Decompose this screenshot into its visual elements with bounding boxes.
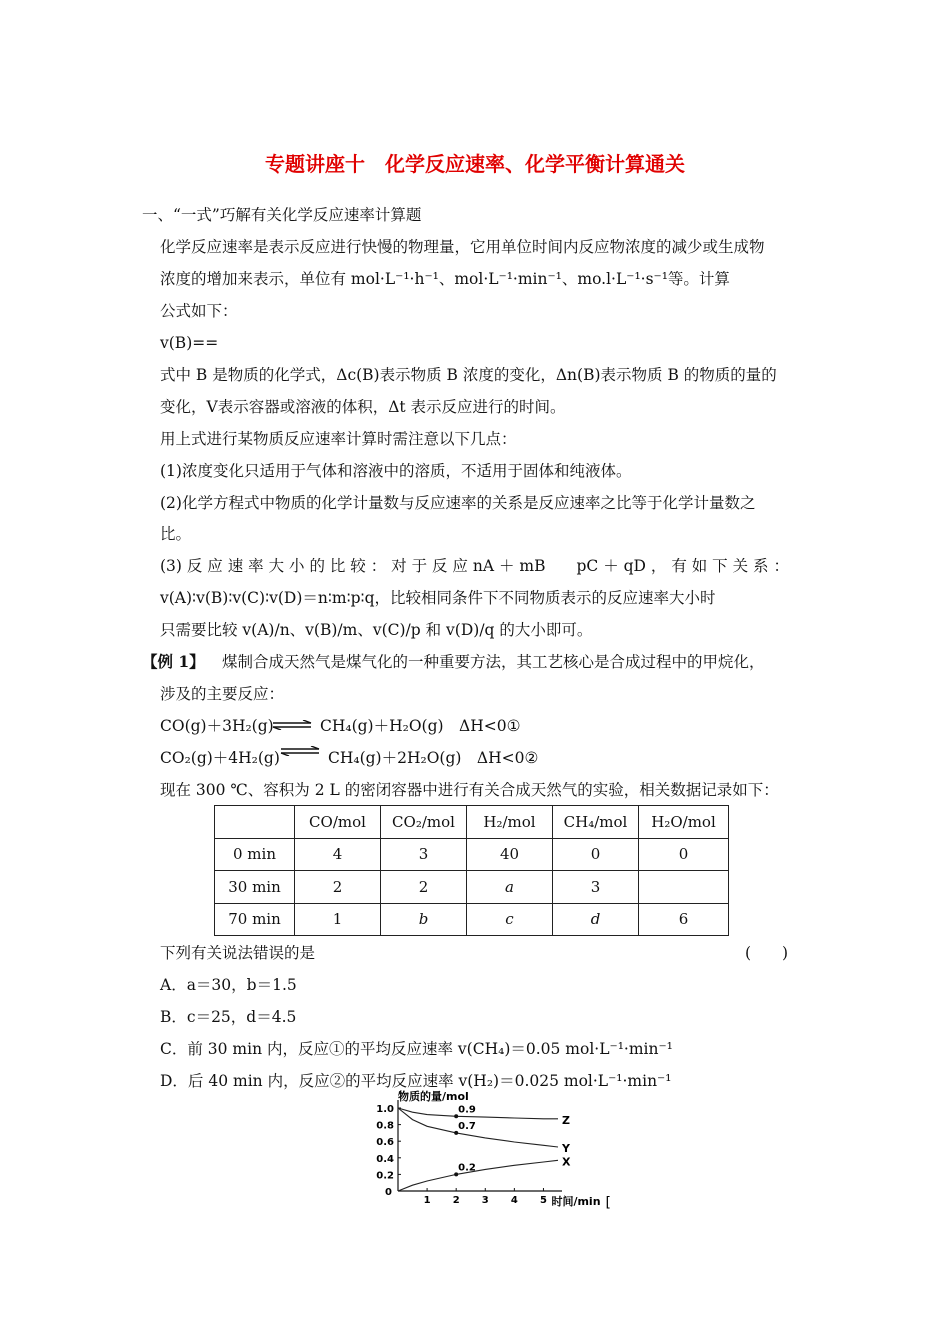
x-tick-label: 0	[385, 1187, 392, 1198]
note-point-3c: 只需要比较 v(A)/n、v(B)/m、v(C)/p 和 v(D)/q 的大小即可。	[160, 621, 593, 639]
data-point-label: 0.2	[458, 1162, 476, 1174]
x-axis-title: 时间/min	[551, 1195, 601, 1208]
option-d: D．后 40 min 内，反应②的平均反应速率 v(H₂)＝0.025 mol·L⁻¹·min⁻¹	[160, 1072, 672, 1090]
intro-line-7: 用上式进行某物质反应速率计算时需注意以下几点：	[160, 430, 517, 448]
data-point-label: 0.7	[458, 1120, 476, 1132]
option-b: B．c＝25，d＝4.5	[160, 1008, 297, 1026]
example-line-2: 涉及的主要反应：	[160, 685, 285, 703]
trailing-bracket: [	[605, 1195, 611, 1211]
table-cell: 0 min	[215, 838, 295, 871]
table-cell: 1	[295, 903, 381, 936]
reaction-1-products: CH₄(g)＋H₂O(g) ΔH<0①	[320, 717, 521, 735]
y-axis-title: 物质的量/mol	[398, 1090, 469, 1103]
data-table	[214, 805, 729, 936]
y-tick-label: 0.6	[376, 1137, 394, 1149]
intro-line-5: 式中 B 是物质的化学式，Δc(B)表示物质 B 浓度的变化，Δn(B)表示物质 B 的物质的量的	[160, 366, 777, 384]
table-header-cell: H₂/mol	[467, 806, 553, 839]
table-cell: 0	[553, 838, 639, 871]
series-line-x	[398, 1160, 558, 1191]
data-point-label: 0.9	[458, 1104, 476, 1116]
intro-line-6: 变化，V表示容器或溶液的体积，Δt 表示反应进行的时间。	[160, 398, 566, 416]
note-point-1: (1)浓度变化只适用于气体和溶液中的溶质，不适用于固体和纯液体。	[160, 462, 632, 480]
table-row	[215, 838, 729, 871]
y-tick-label: 0.2	[376, 1170, 394, 1182]
rate-formula: v(B)==	[160, 334, 219, 352]
intro-line-1: 化学反应速率是表示反应进行快慢的物理量，它用单位时间内反应物浓度的减少或生成物	[160, 238, 765, 256]
y-tick-label: 0.4	[376, 1153, 394, 1165]
reaction-2-products: CH₄(g)＋2H₂O(g) ΔH<0②	[328, 749, 539, 767]
note-point-2b: 比。	[160, 525, 192, 543]
table-cell: b	[381, 903, 467, 936]
table-cell: 30 min	[215, 871, 295, 904]
table-row	[215, 903, 729, 936]
table-cell: 70 min	[215, 903, 295, 936]
series-label-x: X	[562, 1155, 571, 1169]
x-tick-label: 4	[510, 1195, 518, 1206]
table-row	[215, 871, 729, 904]
table-header-row	[215, 806, 729, 839]
reaction-1-reactants: CO(g)＋3H₂(g)	[160, 717, 274, 735]
series-label-z: Z	[562, 1113, 570, 1127]
table-cell: 3	[381, 838, 467, 871]
page-title: 专题讲座十 化学反应速率、化学平衡计算通关	[265, 152, 685, 176]
table-cell: 2	[295, 871, 381, 904]
x-tick-label: 2	[452, 1195, 460, 1206]
example-label: 【例 1】	[142, 652, 205, 671]
table-cell	[639, 871, 729, 904]
table-header-cell: CO₂/mol	[381, 806, 467, 839]
table-cell: d	[553, 903, 639, 936]
example-line-1: 煤制合成天然气是煤气化的一种重要方法，其工艺核心是合成过程中的甲烷化，	[222, 653, 765, 671]
y-tick-label: 0.8	[376, 1120, 394, 1132]
table-header-cell	[215, 806, 295, 839]
note-point-2a: (2)化学方程式中物质的化学计量数与反应速率的关系是反应速率之比等于化学计量数之	[160, 494, 756, 512]
option-c: C．前 30 min 内，反应①的平均反应速率 v(CH₄)＝0.05 mol·L⁻¹·min⁻¹	[160, 1040, 673, 1058]
intro-line-3: 公式如下：	[160, 302, 238, 320]
x-tick-label: 5	[539, 1195, 547, 1206]
table-cell: 0	[639, 838, 729, 871]
question-text: 下列有关说法错误的是	[160, 944, 316, 962]
series-label-y: Y	[562, 1142, 570, 1156]
table-cell: a	[467, 871, 553, 904]
table-cell: 4	[295, 838, 381, 871]
note-point-3b: v(A)∶v(B)∶v(C)∶v(D)＝n∶m∶p∶q，比较相同条件下不同物质表示的反应速率大小时	[160, 589, 716, 607]
table-header-cell: CO/mol	[295, 806, 381, 839]
table-cell: 40	[467, 838, 553, 871]
intro-line-2: 浓度的增加来表示，单位有 mol·L⁻¹·h⁻¹、mol·L⁻¹·min⁻¹、mo.l·L⁻¹·s⁻¹等。计算	[160, 270, 730, 288]
note-point-3a: (3) 反 应 速 率 大 小 的 比 较 ： 对 于 反 应 nA ＋ mB pC ＋ qD ， 有 如 下 关 系 ：	[160, 557, 789, 575]
equilibrium-arrow-icon	[272, 720, 312, 730]
x-tick-label: 3	[481, 1195, 489, 1206]
table-cell: 2	[381, 871, 467, 904]
equilibrium-arrow-icon	[280, 746, 320, 756]
table-header-cell: CH₄/mol	[553, 806, 639, 839]
example-line-3: 现在 300 ℃、容积为 2 L 的密闭容器中进行有关合成天然气的实验，相关数据记录如下：	[160, 781, 779, 799]
table-cell: 6	[639, 903, 729, 936]
table-cell: c	[467, 903, 553, 936]
amount-vs-time-chart	[360, 1088, 620, 1213]
table-header-cell: H₂O/mol	[639, 806, 729, 839]
option-a: A．a＝30，b＝1.5	[160, 976, 297, 994]
section-heading: 一、“一式”巧解有关化学反应速率计算题	[142, 206, 422, 224]
table-cell: 3	[553, 871, 639, 904]
y-tick-label: 1.0	[376, 1104, 394, 1115]
series-line-z	[398, 1108, 558, 1119]
reaction-2-reactants: CO₂(g)＋4H₂(g)	[160, 749, 280, 767]
x-tick-label: 1	[423, 1195, 431, 1206]
answer-bracket: ( )	[745, 944, 789, 962]
